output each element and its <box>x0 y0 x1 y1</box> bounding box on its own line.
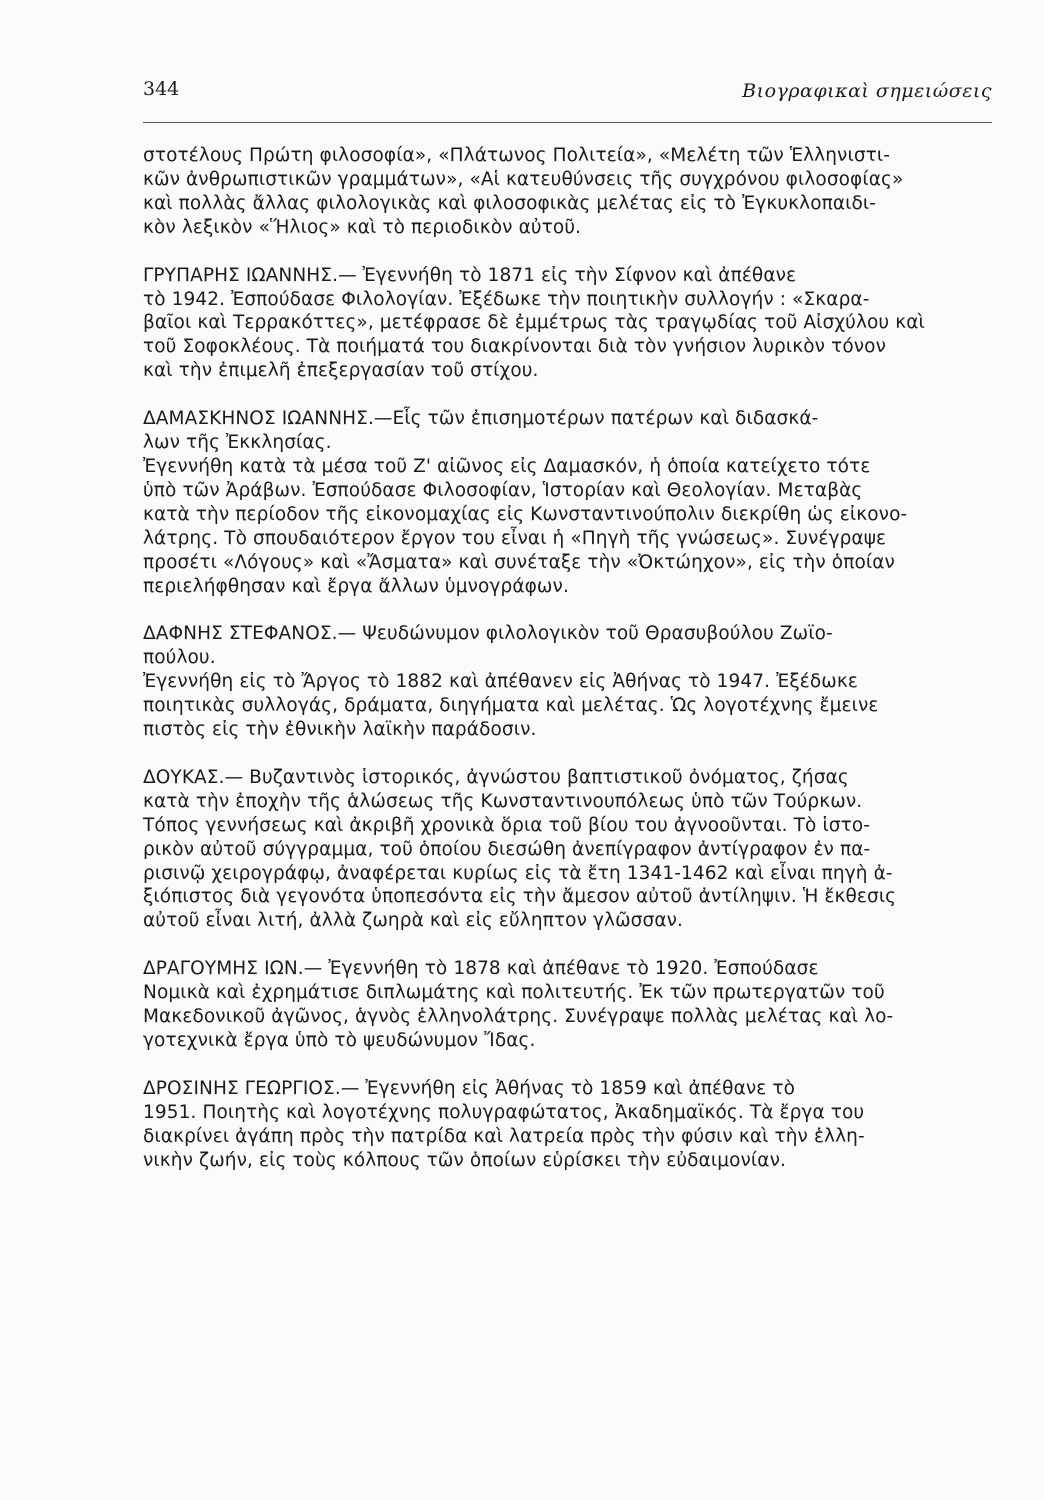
entry-dragoumis <box>143 957 993 1053</box>
entry-drosinis <box>143 1077 993 1173</box>
text-line: γοτεχνικὰ ἔργα ὑπὸ τὸ ψευδώνυμον Ἴδας. <box>143 1030 536 1051</box>
text-line: περιελήφθησαν καὶ ἔργα ἄλλων ὑμνογράφων. <box>143 575 569 597</box>
text-line: Ἐγεννήθη εἰς τὸ Ἄργος τὸ 1882 καὶ ἀπέθανεν εἰς Ἀθήνας τὸ 1947. Ἐξέδωκε <box>143 671 858 693</box>
entry-doukas <box>143 766 993 933</box>
text-line: λάτρης. Τὸ σπουδαιότερον ἔργον του εἶναι ἡ «Πηγὴ τῆς γνώσεως». Συνέγραψε <box>143 527 887 549</box>
text-line: αὐτοῦ εἶναι λιτή, ἀλλὰ ζωηρὰ καὶ εἰς εὔληπτον γλῶσσαν. <box>143 910 684 932</box>
text-line: κῶν ἀνθρωπιστικῶν γραμμάτων», «Αἱ κατευθύνσεις τῆς συγχρόνου φιλοσοφίας» <box>143 168 904 190</box>
entry-dafnis <box>143 622 993 742</box>
text-line: κατὰ τὴν περίοδον τῆς εἰκονομαχίας εἰς Κωνσταντινούπολιν διεκρίθη ὡς εἰκονο- <box>143 503 908 525</box>
running-title: Βιογραφικαὶ σημειώσεις <box>742 80 992 102</box>
text-line: διακρίνει ἀγάπη πρὸς τὴν πατρίδα καὶ λατρεία πρὸς τὴν φύσιν καὶ τὴν ἑλλη- <box>143 1125 865 1147</box>
text-line: ΔΡΟΣΙΝΗΣ ΓΕΩΡΓΙΟΣ.— Ἐγεννήθη εἰς Ἀθήνας τὸ 1859 καὶ ἀπέθανε τὸ <box>143 1077 796 1099</box>
text-line: στοτέλους Πρώτη φιλοσοφία», «Πλάτωνος Πολιτεία», «Μελέτη τῶν Ἑλληνιστι- <box>143 145 891 166</box>
text-line: Τόπος γεννήσεως καὶ ἀκριβῆ χρονικὰ ὅρια τοῦ βίου του ἀγνοοῦνται. Τὸ ἱστο- <box>143 814 871 836</box>
text-line: ΔΡΑΓΟΥΜΗΣ ΙΩΝ.— Ἐγεννήθη τὸ 1878 καὶ ἀπέθανε τὸ 1920. Ἐσπούδασε <box>143 958 819 980</box>
text-line: ΔΟΥΚΑΣ.— Βυζαντινὸς ἱστορικός, ἀγνώστου βαπτιστικοῦ ὀνόματος, ζήσας <box>143 766 849 788</box>
text-line: βαῖοι καὶ Τερρακόττες», μετέφρασε δὲ ἐμμέτρως τὰς τραγῳδίας τοῦ Αἰσχύλου καὶ <box>143 312 925 334</box>
text-line: ρικὸν αὐτοῦ σύγγραμμα, τοῦ ὁποίου διεσώθη ἀνεπίγραφον ἀντίγραφον ἐν πα- <box>143 838 871 860</box>
text-line: κατὰ τὴν ἐποχὴν τῆς ἁλώσεως τῆς Κωνσταντινουπόλεως ὑπὸ τῶν Τούρκων. <box>143 790 863 812</box>
entry-damaskinos <box>143 407 993 598</box>
page-number: 344 <box>143 78 180 100</box>
text-line: Μακεδονικοῦ ἀγῶνος, ἁγνὸς ἑλληνολάτρης. Συνέγραψε πολλὰς μελέτας καὶ λο- <box>143 1006 894 1028</box>
text-line: καὶ πολλὰς ἄλλας φιλολογικὰς καὶ φιλοσοφικὰς μελέτας εἰς τὸ Ἐγκυκλοπαιδι- <box>143 192 877 214</box>
text-line: Νομικὰ καὶ ἐχρημάτισε διπλωμάτης καὶ πολιτευτής. Ἐκ τῶν πρωτεργατῶν τοῦ <box>143 982 885 1004</box>
text-line: Ἐγεννήθη κατὰ τὰ μέσα τοῦ Ζ' αἰῶνος εἰς Δαμασκόν, ἡ ὁποία κατείχετο τότε <box>143 455 871 477</box>
text-line: πιστὸς εἰς τὴν ἐθνικὴν λαϊκὴν παράδοσιν. <box>143 719 537 741</box>
text-line: τὸ 1942. Ἐσπούδασε Φιλολογίαν. Ἐξέδωκε τὴν ποιητικὴν συλλογήν : «Σκαρα- <box>143 288 870 310</box>
text-line: τοῦ Σοφοκλέους. Τὰ ποιήματά του διακρίνονται διὰ τὸν γνήσιον λυρικὸν τόνον <box>143 336 887 358</box>
text-line: λων τῆς Ἐκκλησίας. <box>143 432 332 454</box>
text-line: προσέτι «Λόγους» καὶ «Ἄσματα» καὶ συνέταξε τὴν «Ὀκτώηχον», εἰς τὴν ὁποίαν <box>143 551 895 573</box>
body-text <box>143 144 993 1173</box>
text-line: ὑπὸ τῶν Ἀράβων. Ἐσπούδασε Φιλοσοφίαν, Ἱστορίαν καὶ Θεολογίαν. Μεταβὰς <box>143 479 863 501</box>
text-line: ΓΡΥΠΑΡΗΣ ΙΩΑΝΝΗΣ.— Ἐγεννήθη τὸ 1871 εἰς τὴν Σίφνον καὶ ἀπέθανε <box>143 264 797 286</box>
page-header <box>143 74 992 123</box>
intro-paragraph <box>143 144 993 240</box>
text-line: πούλου. <box>143 647 216 669</box>
text-line: κὸν λεξικὸν «Ἥλιος» καὶ τὸ περιοδικὸν αὐτοῦ. <box>143 216 582 238</box>
text-line: ΔΑΜΑΣΚΗΝΟΣ ΙΩΑΝΝΗΣ.—Εἷς τῶν ἐπισημοτέρων πατέρων καὶ διδασκά- <box>143 408 819 430</box>
text-line: ξιόπιστος διὰ γεγονότα ὑποπεσόντα εἰς τὴν ἄμεσον αὐτοῦ ἀντίληψιν. Ἡ ἔκθεσις <box>143 886 897 908</box>
entry-gryparis <box>143 264 993 384</box>
text-line: ποιητικὰς συλλογάς, δράματα, διηγήματα καὶ μελέτας. Ὡς λογοτέχνης ἔμεινε <box>143 695 879 717</box>
text-line: 1951. Ποιητὴς καὶ λογοτέχνης πολυγραφώτατος, Ἀκαδημαϊκός. Τὰ ἔργα του <box>143 1101 865 1123</box>
text-line: νικὴν ζωήν, εἰς τοὺς κόλπους τῶν ὁποίων εὑρίσκει τὴν εὐδαιμονίαν. <box>143 1149 786 1171</box>
text-line: καὶ τὴν ἐπιμελῆ ἐπεξεργασίαν τοῦ στίχου. <box>143 360 539 382</box>
text-line: ρισινῷ χειρογράφῳ, ἀναφέρεται κυρίως εἰς τὰ ἔτη 1341-1462 καὶ εἶναι πηγὴ ἀ- <box>143 862 893 884</box>
text-line: ΔΑΦΝΗΣ ΣΤΕΦΑΝΟΣ.— Ψευδώνυμον φιλολογικὸν τοῦ Θρασυβούλου Ζωϊο- <box>143 623 833 645</box>
